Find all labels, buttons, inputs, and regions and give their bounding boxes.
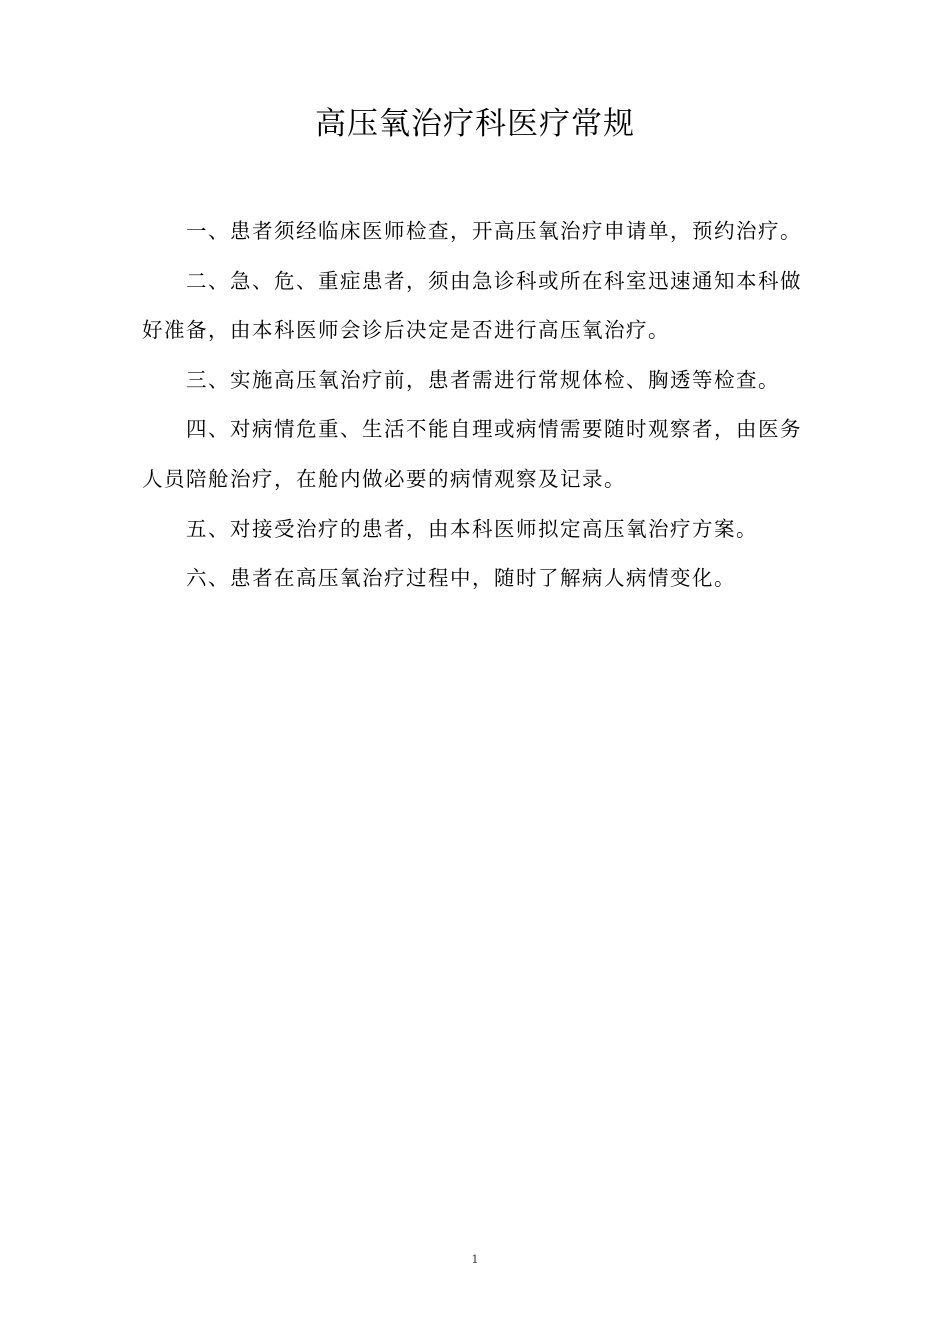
document-body (142, 207, 802, 604)
paragraph-4: 四、对病情危重、生活不能自理或病情需要随时观察者，由医务人员陪舱治疗，在舱内做必要的病情观察及记录。 (142, 417, 802, 491)
paragraph-2: 二、急、危、重症患者，须由急诊科或所在科室迅速通知本科做好准备，由本科医师会诊后决定是否进行高压氧治疗。 (142, 268, 802, 343)
document-title: 高压氧治疗科医疗常规 (315, 106, 635, 142)
paragraph-6: 六、患者在高压氧治疗过程中，随时了解病人病情变化。 (186, 566, 736, 591)
paragraph-1: 一、患者须经临床医师检查，开高压氧治疗申请单，预约治疗。 (186, 219, 802, 243)
paragraph-3: 三、实施高压氧治疗前，患者需进行常规体检、胸透等检查。 (186, 367, 780, 392)
paragraph-5: 五、对接受治疗的患者，由本科医师拟定高压氧治疗方案。 (186, 516, 758, 541)
page-number: 1 (471, 1253, 479, 1266)
